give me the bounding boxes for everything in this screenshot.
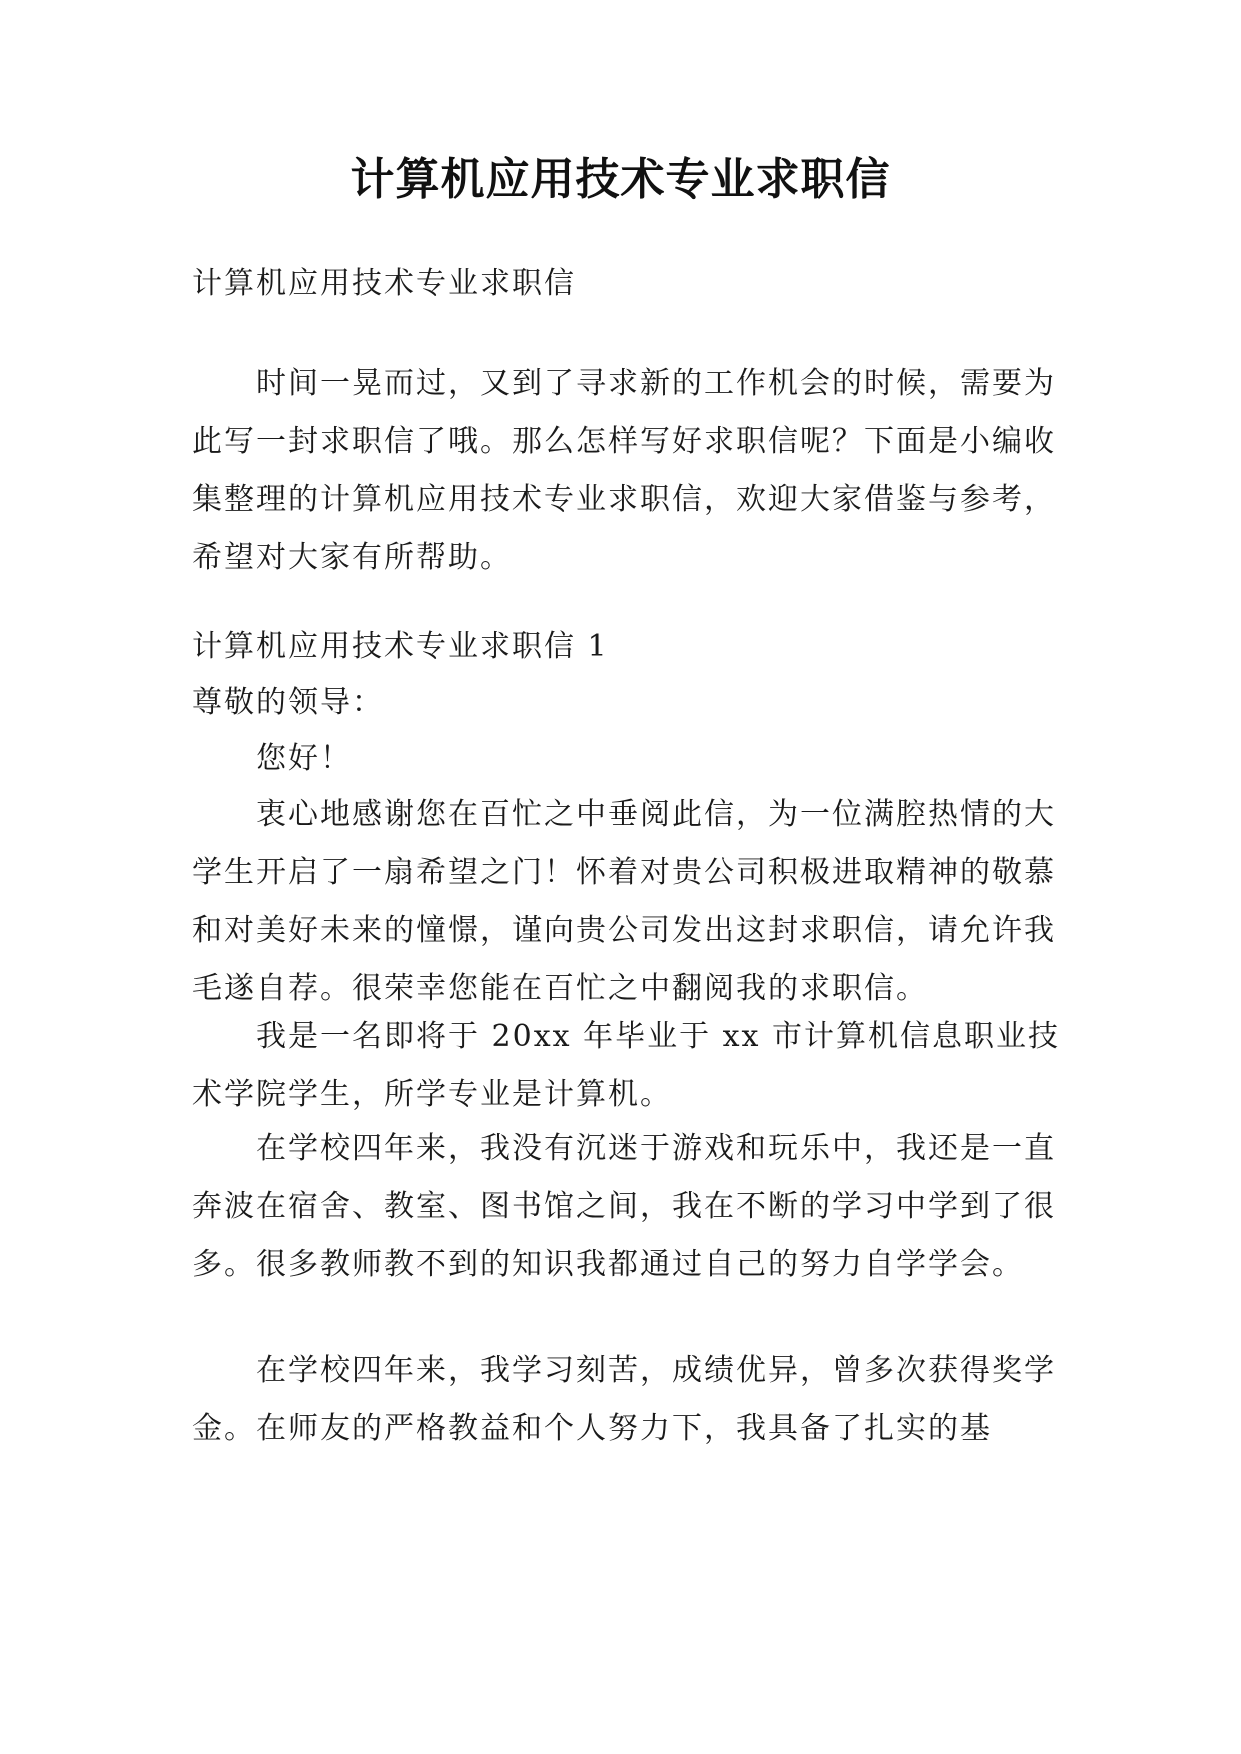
body-paragraph: 我是一名即将于 20xx 年毕业于 xx 市计算机信息职业技术学院学生，所学专业是计算机。 xyxy=(192,1019,1060,1112)
body-paragraph: 衷心地感谢您在百忙之中垂阅此信，为一位满腔热情的大学生开启了一扇希望之门！怀着对贵公司积极进取精神的敬慕和对美好未来的憧憬，谨向贵公司发出这封求职信，请允许我毛遂自荐。很荣幸您能在百忙之中翻阅我的求职信。 xyxy=(192,797,1056,1006)
salutation: 尊敬的领导： xyxy=(192,685,384,720)
document-title: 计算机应用技术专业求职信 xyxy=(350,154,891,205)
letter-heading: 计算机应用技术专业求职信 1 xyxy=(192,629,609,664)
document-subtitle: 计算机应用技术专业求职信 xyxy=(192,266,576,301)
intro-paragraph: 时间一晃而过，又到了寻求新的工作机会的时候，需要为此写一封求职信了哦。那么怎样写好求职信呢？下面是小编收集整理的计算机应用技术专业求职信，欢迎大家借鉴与参考，希望对大家有所帮助。 xyxy=(192,366,1056,575)
greeting: 您好！ xyxy=(256,741,352,776)
body-paragraph: 在学校四年来，我学习刻苦，成绩优异，曾多次获得奖学金。在师友的严格教益和个人努力下，我具备了扎实的基 xyxy=(192,1353,1056,1446)
body-paragraph: 在学校四年来，我没有沉迷于游戏和玩乐中，我还是一直奔波在宿舍、教室、图书馆之间，我在不断的学习中学到了很多。很多教师教不到的知识我都通过自己的努力自学学会。 xyxy=(192,1131,1056,1282)
